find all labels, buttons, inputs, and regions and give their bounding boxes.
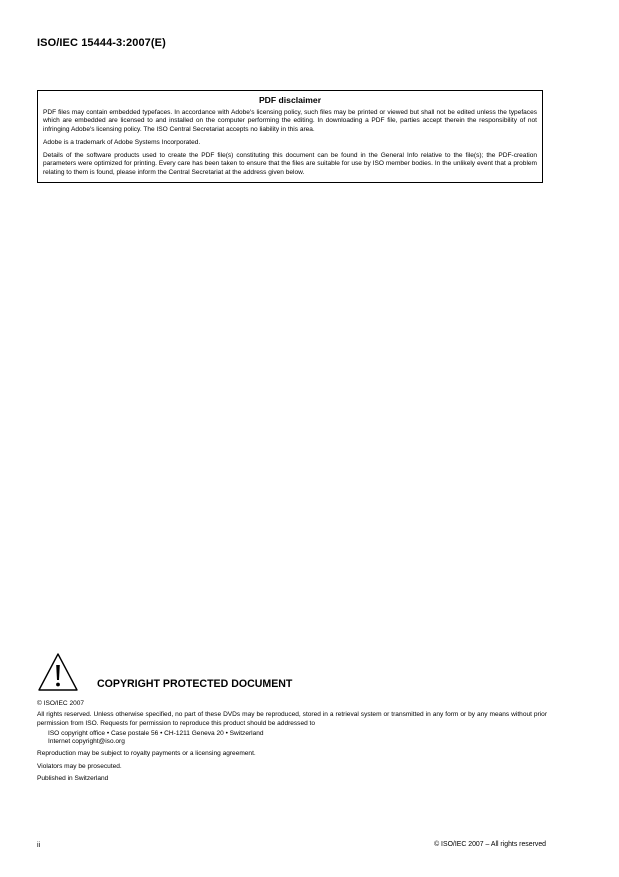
warning-triangle-icon bbox=[37, 652, 79, 692]
copyright-internet: Internet copyright@iso.org bbox=[48, 738, 125, 746]
rights-statement: All rights reserved. Unless otherwise specified, no part of these DVDs may be reproduced, stored in a retrieval system or transmitted in any form or by any means without prior permission from ISO. Requests for permission to reproduce this product should be addressed to bbox=[37, 711, 547, 727]
copyright-section bbox=[37, 652, 547, 783]
footer-copyright: © ISO/IEC 2007 – All rights reserved bbox=[434, 841, 546, 848]
published-in: Published in Switzerland bbox=[37, 775, 109, 783]
copyright-year: © ISO/IEC 2007 bbox=[37, 700, 85, 707]
pdf-disclaimer-box bbox=[37, 90, 543, 183]
disclaimer-paragraph: PDF files may contain embedded typefaces. In accordance with Adobe's licensing policy, such files may be printed or viewed but shall not be edited unless the typefaces which are embedded are licensed to and installed on the computer performing the editing. In downloading a PDF file, parties accept therein the responsibility of not infringing Adobe's licensing policy. The ISO Central Secretariat accepts no liability in this area. bbox=[43, 109, 537, 133]
page-number: ii bbox=[37, 840, 41, 849]
document-id: ISO/IEC 15444-3:2007(E) bbox=[37, 37, 166, 49]
violators-notice: Violators may be prosecuted. bbox=[37, 762, 122, 770]
copyright-header bbox=[37, 652, 547, 692]
disclaimer-title: PDF disclaimer bbox=[258, 95, 322, 105]
disclaimer-paragraph: Details of the software products used to create the PDF file(s) constituting this document can be found in the General Info relative to the file(s); the PDF-creation parameters were optimized for printing. Every care has been taken to ensure that the files are suitable for use by ISO member bodies. In the unlikely event that a problem relating to them is found, please inform the Central Secretariat at the address given below. bbox=[43, 152, 537, 176]
copyright-office-address: ISO copyright office • Case postale 56 • CH-1211 Geneva 20 • Switzerland bbox=[48, 729, 264, 737]
royalty-notice: Reproduction may be subject to royalty payments or a licensing agreement. bbox=[37, 750, 256, 758]
copyright-title: COPYRIGHT PROTECTED DOCUMENT bbox=[97, 678, 293, 690]
disclaimer-paragraph: Adobe is a trademark of Adobe Systems Incorporated. bbox=[43, 138, 201, 146]
